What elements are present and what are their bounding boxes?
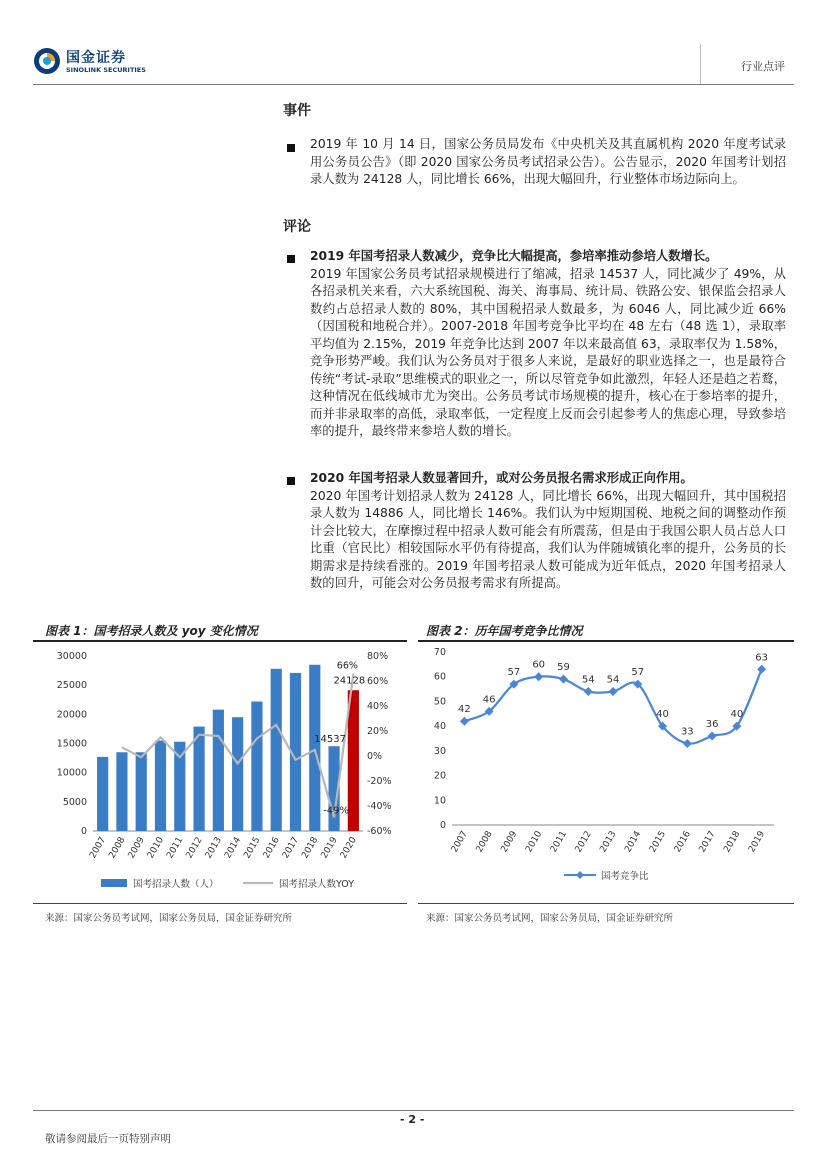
- footer-disclaimer: 敬请参阅最后一页特别声明: [45, 1133, 171, 1145]
- data-label-2010: 60: [532, 659, 546, 671]
- point-2007: [460, 717, 469, 726]
- logo-english-name: SINOLINK SECURITIES: [66, 66, 146, 74]
- legend-bar-swatch: [101, 879, 127, 887]
- x-tick-2016: 2016: [261, 835, 282, 861]
- right-axis-tick: -40%: [367, 801, 392, 812]
- x-tick-2019: 2019: [319, 835, 340, 861]
- x-tick-2011: 2011: [165, 835, 186, 861]
- event-heading: 事件: [283, 103, 311, 119]
- bar-2014: [232, 717, 243, 831]
- data-label-2008: 46: [482, 694, 496, 706]
- x-tick-2016: 2016: [672, 829, 693, 855]
- y-axis-tick: 70: [433, 647, 446, 658]
- page-number: - 2 -: [400, 1113, 425, 1126]
- x-tick-2010: 2010: [145, 835, 167, 861]
- y-axis-tick: 30: [433, 745, 446, 757]
- y-axis-tick: 0: [439, 820, 446, 831]
- bar-2008: [116, 752, 127, 831]
- header-divider: [700, 44, 701, 84]
- report-type: 行业点评: [741, 60, 785, 73]
- figure-1-chart: [33, 644, 413, 899]
- x-tick-2014: 2014: [223, 835, 244, 861]
- bar-2016: [271, 669, 282, 831]
- point-2011: [559, 675, 568, 684]
- left-axis-tick: 5000: [62, 796, 87, 808]
- data-label-2015: 40: [656, 709, 669, 721]
- bar-2013: [213, 710, 224, 831]
- data-label-2019: 63: [755, 652, 768, 664]
- x-tick-2017: 2017: [697, 829, 718, 855]
- legend-label: 国考竞争比: [601, 871, 649, 882]
- right-axis-tick: 0%: [367, 751, 383, 762]
- comment-item-2-lead: 2020 年国考招录人数显著回升，或对公务员报名需求形成正向作用。: [310, 471, 693, 485]
- bar-2011: [174, 742, 185, 831]
- right-axis-tick: -60%: [367, 826, 392, 837]
- x-tick-2013: 2013: [598, 829, 619, 855]
- data-label-2019-bar: 14537: [314, 734, 346, 746]
- data-label-2020-yoy: 66%: [336, 660, 358, 672]
- x-tick-2008: 2008: [107, 835, 128, 861]
- data-label-2013: 54: [606, 674, 620, 686]
- point-2010: [534, 672, 543, 681]
- data-label-2011: 59: [557, 662, 570, 674]
- point-2017: [708, 732, 717, 741]
- x-tick-2011: 2011: [548, 829, 570, 855]
- data-label-2012: 54: [581, 674, 595, 686]
- left-axis-tick: 0: [80, 826, 87, 837]
- x-tick-2007: 2007: [88, 835, 109, 861]
- data-label-2019-yoy: -49%: [323, 805, 349, 817]
- figure-2-title: 图表 2：历年国考竞争比情况: [426, 624, 583, 638]
- x-tick-2012: 2012: [184, 835, 205, 861]
- bar-2015: [251, 702, 262, 832]
- x-tick-2015: 2015: [648, 829, 669, 855]
- point-2016: [683, 739, 692, 748]
- figure-2-source-rule: [418, 903, 794, 904]
- data-label-2018: 40: [730, 709, 744, 721]
- bullet-marker: [287, 144, 295, 152]
- legend-bar-label: 国考招录人数（人）: [133, 879, 219, 890]
- bar-2009: [136, 752, 147, 831]
- figure-2-chart: [418, 644, 794, 899]
- figure-1-source: 来源：国家公务员考试网，国家公务员局，国金证券研究所: [45, 913, 293, 924]
- legend-line-label: 国考招录人数YOY: [279, 879, 355, 890]
- point-2019: [757, 665, 766, 674]
- x-tick-2013: 2013: [203, 835, 224, 861]
- figure-1-rule: [33, 640, 407, 642]
- comment-heading: 评论: [283, 219, 311, 235]
- data-label-2007: 42: [458, 704, 471, 716]
- event-paragraph: 2019 年 10 月 14 日，国家公务员局发布《中央机关及其直属机构 2020 年度考试录用公务员公告》（即 2020 国家公务员考试招录公告）。公告显示，2020 年国考计划招录人数为 24128 人，同比增长 66%，出现大幅回升，行业整体市场边际向上。: [310, 137, 786, 186]
- point-2012: [584, 687, 593, 696]
- bar-2018: [309, 665, 320, 831]
- comment-item-2-text: 2020 年国考计划招录人数为 24128 人，同比增长 66%，出现大幅回升，其中国税招录人数为 14886 人，同比增长 146%。我们认为中短期国税、地税之间的调整动作预计会比较大，在摩擦过程中招录人数可能会有所震荡，但是由于我国公职人员占总人口比重（官民比）相较国际水平仍有待提高，我们认为伴随城镇化率的提升，公务员的长期需求是持续看涨的。2019 年国考招录人数可能成为近年低点，2020 年国考招录人数的回升，可能会对公务员报考需求有所提高。: [310, 488, 786, 590]
- bullet-marker: [287, 255, 295, 263]
- comment-item-1-lead: 2019 年国考招录人数减少，竞争比大幅提高，参培率推动参培人数增长。: [310, 249, 718, 263]
- x-tick-2018: 2018: [722, 829, 743, 855]
- comment-item-1-text: 2019 年国家公务员考试招录规模进行了缩减，招录 14537 人，同比减少了 49%，从各招录机关来看，六大系统国税、海关、海事局、统计局、铁路公安、银保监会招录人数约占总招录人数的 80%，其中国税招录人数最多，为 6046 人，同比减少近 66%（因国税和地税合并）。2007-2018 年国考竞争比平均在 48 左右（48 选 1），录取率平均值为 2.15%，2019 年竞争比达到 2007 年以来最高值 63，录取率仅为 1.58%，竞争形势严峻。我们认为公务员对于很多人来说，是最好的职业选择之一，也是最符合传统“考试-录取”思维模式的职业之一，所以尽管竞争如此激烈，年轻人还是趋之若鹜，这种情况在低线城市尤为突出。公务员考试市场规模的提升，核心在于参培率的提升，而并非录取率的高低，录取率低，一定程度上反而会引起参考人的焦虑心理，导致参培率的提升，最终带来参培人数的增长。: [310, 266, 786, 438]
- y-axis-tick: 20: [433, 770, 446, 782]
- point-2013: [609, 687, 618, 696]
- data-label-2020-bar: 24128: [333, 675, 366, 687]
- x-tick-2015: 2015: [242, 835, 263, 861]
- x-tick-2019: 2019: [747, 829, 768, 855]
- bar-2012: [193, 727, 204, 831]
- right-axis-tick: 20%: [367, 726, 389, 737]
- x-tick-2010: 2010: [524, 829, 545, 855]
- bar-2007: [97, 757, 108, 831]
- x-tick-2020: 2020: [338, 835, 359, 861]
- x-tick-2009: 2009: [126, 835, 147, 861]
- left-axis-tick: 20000: [56, 709, 87, 721]
- bar-2020: [348, 690, 359, 831]
- right-axis-tick: -20%: [367, 776, 392, 787]
- x-tick-2009: 2009: [499, 829, 520, 855]
- left-axis-tick: 15000: [56, 738, 87, 750]
- right-axis-tick: 40%: [367, 701, 389, 712]
- x-tick-2014: 2014: [623, 829, 644, 855]
- right-axis-tick: 80%: [367, 651, 389, 662]
- x-tick-2018: 2018: [300, 835, 321, 861]
- data-label-2017: 36: [705, 719, 719, 731]
- bullet-marker: [287, 477, 295, 485]
- comment-item-2: [310, 470, 786, 593]
- left-axis-tick: 10000: [56, 767, 87, 779]
- left-axis-tick: 25000: [56, 680, 87, 692]
- company-logo: [33, 44, 153, 84]
- y-axis-tick: 10: [433, 795, 446, 807]
- figure-2-source: 来源：国家公务员考试网，国家公务员局，国金证券研究所: [426, 913, 674, 924]
- left-axis-tick: 30000: [56, 651, 87, 662]
- data-label-2014: 57: [631, 667, 645, 679]
- x-tick-2017: 2017: [280, 835, 302, 861]
- bar-2010: [155, 741, 166, 831]
- sinolink-logo-icon: [33, 47, 61, 75]
- x-tick-2008: 2008: [474, 829, 495, 855]
- comment-item-1: [310, 248, 786, 441]
- right-axis-tick: 60%: [367, 676, 389, 687]
- logo-chinese-name: 国金证券: [66, 50, 126, 66]
- x-tick-2007: 2007: [449, 829, 470, 855]
- y-axis-tick: 40: [433, 721, 446, 733]
- legend-marker: [576, 871, 584, 879]
- y-axis-tick: 50: [433, 696, 446, 708]
- figure-1-title: 图表 1：国考招录人数及 yoy 变化情况: [45, 624, 258, 638]
- header-rule: [33, 84, 794, 85]
- footer-rule: [33, 1110, 794, 1111]
- figure-2-rule: [418, 640, 794, 642]
- figure-1-source-rule: [33, 903, 407, 904]
- data-label-2016: 33: [680, 726, 694, 738]
- page-header: [0, 0, 827, 90]
- data-label-2009: 57: [507, 667, 521, 679]
- y-axis-tick: 60: [433, 671, 446, 683]
- x-tick-2012: 2012: [573, 829, 594, 855]
